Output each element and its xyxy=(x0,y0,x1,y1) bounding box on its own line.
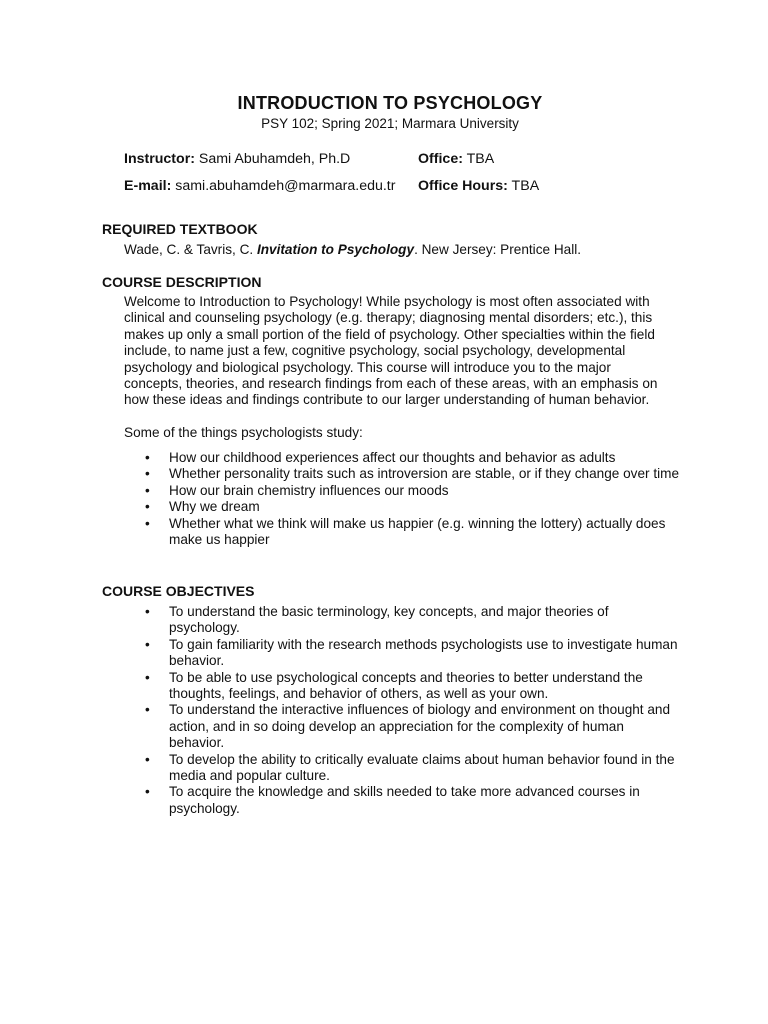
description-line: makes up only a small portion of the field of psychology. Other specialties within the field xyxy=(124,326,655,342)
list-item: • To understand the basic terminology, key concepts, and major theories of psychology. xyxy=(145,604,609,636)
textbook-title: Invitation to Psychology xyxy=(256,242,415,257)
description-line: include, to name just a few, cognitive psychology, social psychology, developmental xyxy=(124,343,626,359)
list-item: • How our childhood experiences affect our thoughts and behavior as adults xyxy=(145,450,616,465)
bullet-icon: • xyxy=(145,751,150,767)
course-subtitle: PSY 102; Spring 2021; Marmara University xyxy=(261,116,519,131)
bullet-icon: • xyxy=(145,636,150,652)
list-item: • To develop the ability to critically evaluate claims about human behavior found in the media and popular culture. xyxy=(145,751,675,784)
bullet-icon: • xyxy=(145,450,150,465)
email-value: sami.abuhamdeh@marmara.edu.tr xyxy=(171,178,396,194)
study-intro: Some of the things psychologists study: xyxy=(124,425,363,440)
bullet-icon: • xyxy=(145,702,150,718)
instructor-label: Instructor: xyxy=(124,151,195,167)
list-item: • To understand the interactive influences of biology and environment on thought and action, and in so doing develop an appreciation for the complexity of human behavior. xyxy=(145,702,671,751)
study-list xyxy=(124,450,679,548)
instructor-field xyxy=(124,151,350,167)
bullet-icon: • xyxy=(145,499,150,515)
email-label: E-mail: xyxy=(124,178,172,194)
description-line: psychology and biological psychology. This course will introduce you to the major xyxy=(124,359,611,375)
list-item: • To acquire the knowledge and skills needed to take more advanced courses in psychology. xyxy=(145,784,640,816)
objectives-list xyxy=(124,604,679,817)
office-hours-label: Office Hours: xyxy=(418,178,508,194)
page-title: INTRODUCTION TO PSYCHOLOGY xyxy=(237,93,543,113)
description-line: concepts, theories, and research findings from each of these areas, with an emphasis on xyxy=(124,376,658,392)
textbook-authors: Wade, C. & Tavris, C. xyxy=(124,242,257,257)
list-item: • To be able to use psychological concepts and theories to better understand the thoughts, feelings, and behavior of others, as well as your own. xyxy=(145,669,643,702)
instructor-value: Sami Abuhamdeh, Ph.D xyxy=(194,151,351,167)
description-line: how these ideas and findings contribute to our larger understanding of human behavior. xyxy=(124,392,650,408)
bullet-icon: • xyxy=(145,482,150,498)
office-label: Office: xyxy=(418,151,463,167)
list-item: • Whether personality traits such as introversion are stable, or if they change over time xyxy=(145,466,680,482)
textbook-heading: REQUIRED TEXTBOOK xyxy=(102,221,258,237)
office-hours-field xyxy=(418,178,539,194)
list-item: • Whether what we think will make us happier (e.g. winning the lottery) actually does make us happier xyxy=(145,515,666,548)
description-line: clinical and counseling psychology (e.g. therapy; diagnosing mental disorders; etc.), this xyxy=(124,310,653,326)
description-line: Welcome to Introduction to Psychology! While psychology is most often associated with xyxy=(124,294,650,309)
bullet-icon: • xyxy=(145,515,150,531)
bullet-icon: • xyxy=(145,669,150,685)
email-field xyxy=(124,178,395,194)
bullet-icon: • xyxy=(145,466,150,482)
email-row xyxy=(124,178,540,194)
textbook-publisher: . New Jersey: Prentice Hall. xyxy=(414,242,582,257)
textbook-citation xyxy=(124,242,679,258)
list-item: • How our brain chemistry influences our moods xyxy=(145,482,449,498)
description-paragraph xyxy=(124,294,679,409)
bullet-icon: • xyxy=(145,604,150,619)
list-item: • To gain familiarity with the research methods psychologists use to investigate human behavior. xyxy=(145,636,678,669)
instructor-row xyxy=(124,151,495,167)
objectives-heading: COURSE OBJECTIVES xyxy=(102,583,255,599)
office-field xyxy=(418,151,494,167)
office-hours-value: TBA xyxy=(507,178,540,194)
office-value: TBA xyxy=(462,151,495,167)
description-heading: COURSE DESCRIPTION xyxy=(102,274,262,290)
bullet-icon: • xyxy=(145,784,150,800)
list-item: • Why we dream xyxy=(145,499,260,515)
